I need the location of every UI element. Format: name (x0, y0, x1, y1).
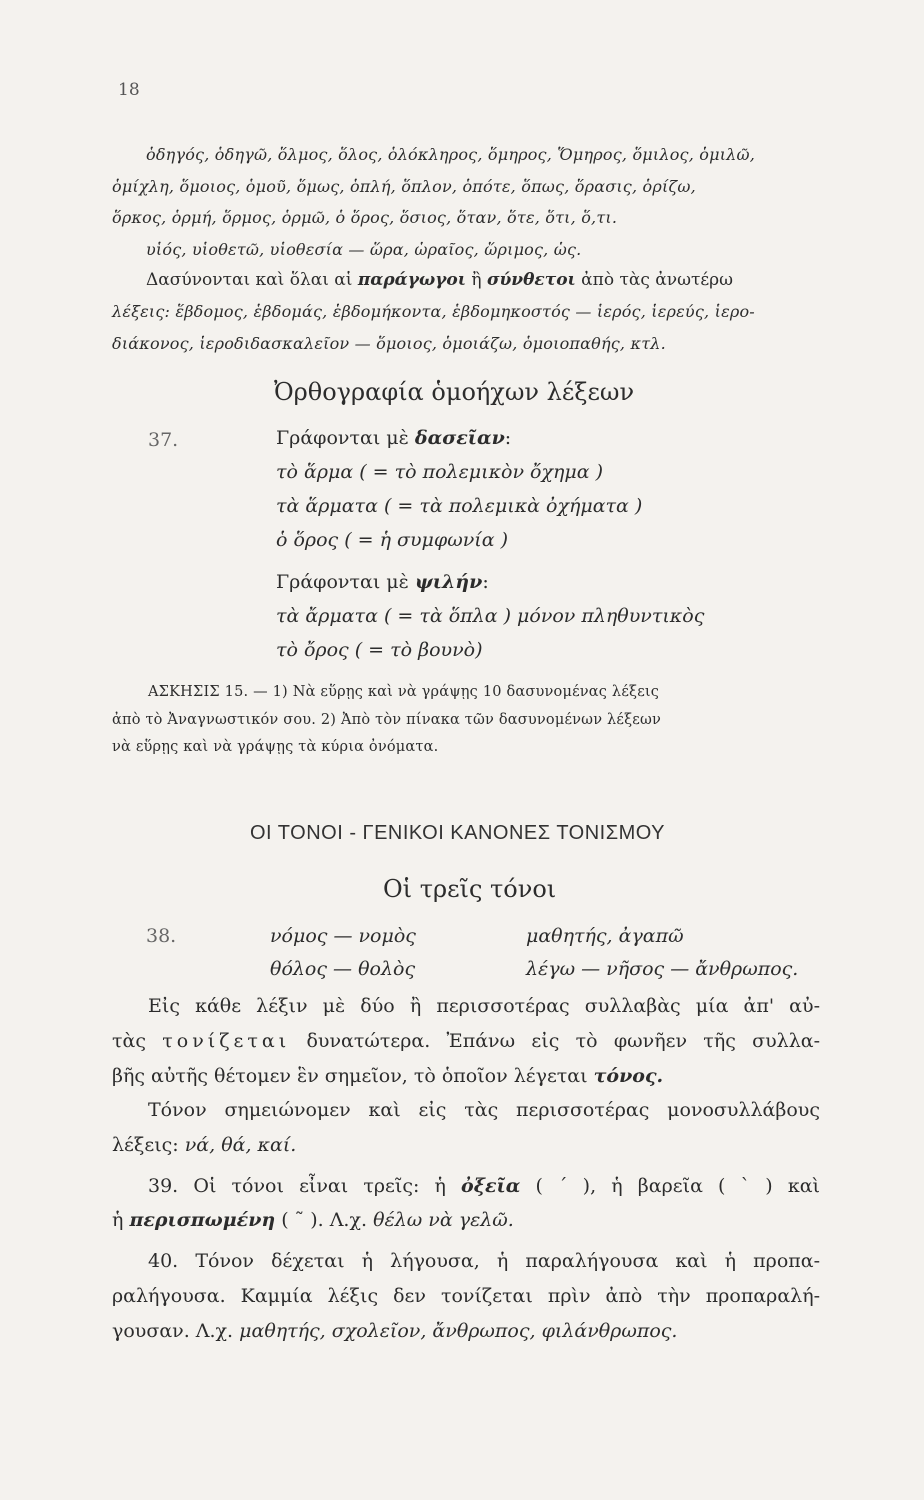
dasy-example-2: τὰ ἅρματα ( = τὰ πολεμικὰ ὀχήματα ) (276, 495, 643, 517)
example-lego: λέγω — νῆσος — ἄνθρωπος. (526, 958, 799, 980)
paragraph-number-38: 38. (146, 925, 177, 947)
exercise-line-2: ἀπὸ τὸ Ἀναγνωστικόν σου. 2) Ἀπὸ τὸν πίνακα τῶν δασυνομένων λέξεων (112, 712, 662, 728)
dasy-intro: Γράφονται μὲ δασεῖαν: (276, 427, 512, 449)
exercise-line-1: ΑΣΚΗΣΙΣ 15. — 1) Νὰ εὕρῃς καὶ νὰ γράψῃς 10 δασυνομένας λέξεις (148, 684, 660, 700)
example-mathitis: μαθητής, ἀγαπῶ (526, 925, 684, 947)
derivatives-line-2: λέξεις: ἕβδομος, ἑβδομάς, ἑβδομήκοντα, ἑβδομηκοστός — ἱερός, ἱερεύς, ἱερο- (112, 302, 755, 321)
para39-line-1: 39. Οἱ τόνοι εἶναι τρεῖς: ἡ ὀξεῖα ( ΄ ), ἡ βαρεῖα ( ` ) καὶ (148, 1175, 820, 1197)
psili-example-2: τὸ ὄρος ( = τὸ βουνὸ) (276, 639, 483, 661)
derivatives-line-3: διάκονος, ἱεροδιδασκαλεῖον — ὅμοιος, ὁμοιάζω, ὁμοιοπαθής, κτλ. (112, 334, 666, 353)
psili-intro: Γράφονται μὲ ψιλήν: (276, 571, 489, 593)
intro-line-2: ὁμίχλη, ὅμοιος, ὁμοῦ, ὅμως, ὁπλή, ὅπλον, ὁπότε, ὅπως, ὅρασις, ὁρίζω, (112, 177, 696, 196)
derivatives-line-1: Δασύνονται καὶ ὅλαι αἱ παράγωγοι ἢ σύνθετοι ἀπὸ τὰς ἀνωτέρω (146, 270, 734, 290)
para40-line-3: γουσαν. Λ.χ. μαθητής, σχολεῖον, ἄνθρωπος, φιλάνθρωπος. (112, 1320, 678, 1342)
page-number: 18 (118, 80, 140, 100)
intro-line-4: υἱός, υἱοθετῶ, υἱοθεσία — ὥρα, ὡραῖος, ὥριμος, ὡς. (146, 240, 582, 259)
dasy-example-1: τὸ ἅρμα ( = τὸ πολεμικὸν ὄχημα ) (276, 461, 604, 483)
subheading-three-accents: Οἱ τρεῖς τόνοι (383, 875, 557, 903)
psili-example-1: τὰ ἄρματα ( = τὰ ὅπλα ) μόνον πληθυντικὸς (276, 605, 705, 627)
intro-line-1: ὁδηγός, ὁδηγῶ, ὅλμος, ὅλος, ὁλόκληρος, ὅμηρος, Ὅμηρος, ὅμιλος, ὁμιλῶ, (146, 145, 756, 164)
example-tholos: θόλος — θολὸς (270, 958, 416, 980)
paragraph-number-37: 37. (148, 429, 179, 451)
para38-line-3: βῆς αὐτῆς θέτομεν ἓν σημεῖον, τὸ ὁποῖον λέγεται τόνος. (112, 1065, 664, 1087)
para39-line-2: ἡ περισπωμένη ( ῀ ). Λ.χ. θέλω νὰ γελῶ. (112, 1209, 514, 1231)
exercise-line-3: νὰ εὕρῃς καὶ νὰ γράψῃς τὰ κύρια ὀνόματα. (112, 739, 439, 755)
para38-line-4: Τόνον σημειώνομεν καὶ εἰς τὰς περισσοτέρας μονοσυλλάβους (148, 1099, 820, 1121)
dasy-example-3: ὁ ὅρος ( = ἡ συμφωνία ) (276, 529, 508, 551)
para40-line-2: ραλήγουσα. Καμμία λέξις δεν τονίζεται πρὶν ἀπὸ τὴν προπαραλή- (112, 1285, 820, 1307)
para40-line-1: 40. Τόνον δέχεται ἡ λήγουσα, ἡ παραλήγουσα καὶ ἡ προπα- (148, 1250, 820, 1272)
section-title-homophones: Ὀρθογραφία ὁμοήχων λέξεων (274, 378, 635, 406)
intro-line-3: ὅρκος, ὁρμή, ὅρμος, ὁρμῶ, ὁ ὅρος, ὅσιος, ὅταν, ὅτε, ὅτι, ὅ,τι. (112, 208, 618, 227)
para38-line-5: λέξεις: νά, θά, καί. (112, 1134, 297, 1156)
example-nomos: νόμος — νομὸς (270, 925, 416, 947)
para38-line-2: τὰς τονίζεται δυνατώτερα. Ἐπάνω εἰς τὸ φωνῆεν τῆς συλλα- (112, 1030, 820, 1052)
section-heading-accents: ΟΙ ΤΟΝΟΙ - ΓΕΝΙΚΟΙ ΚΑΝΟΝΕΣ ΤΟΝΙΣΜΟΥ (250, 822, 666, 844)
para38-line-1: Εἰς κάθε λέξιν μὲ δύο ἢ περισσοτέρας συλλαβὰς μία ἀπ' αὐ- (148, 995, 820, 1017)
